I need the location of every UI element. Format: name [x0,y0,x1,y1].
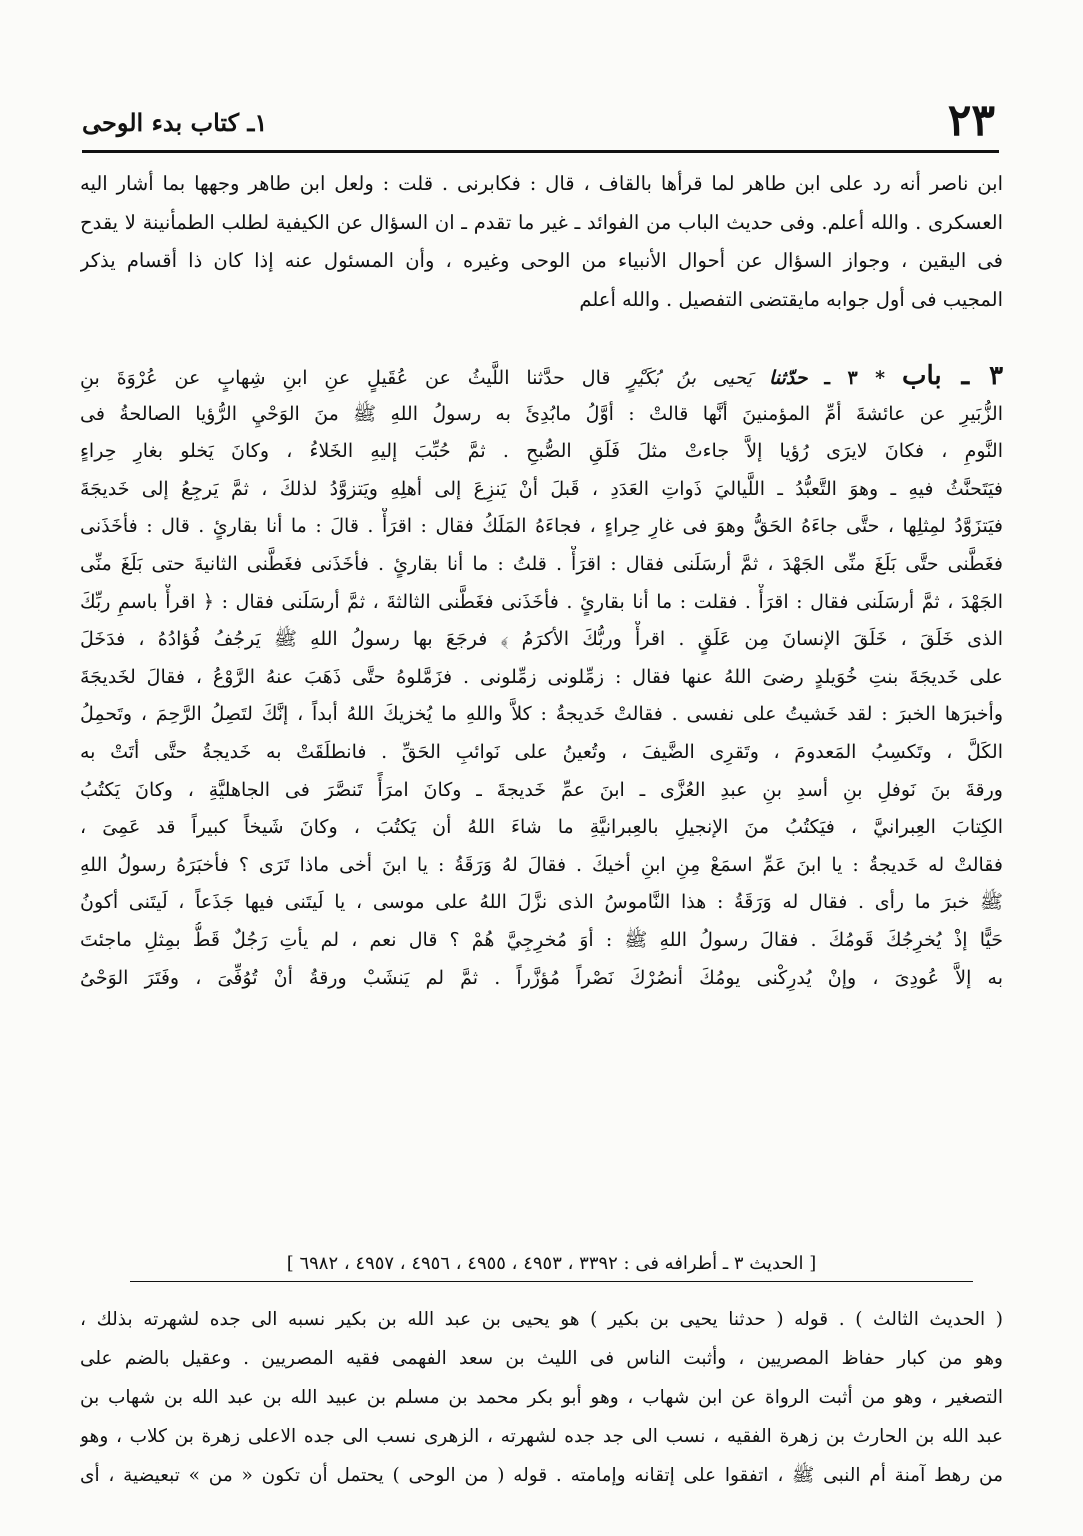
narrator-name: يَحيى بنُ بُكَيْرٍ [627,367,753,389]
hadith-first-line [80,358,1003,396]
text-line: ابن ناصر أنه رد على ابن طاهر لما قرأها بالقاف ، قال : فكابرنى . قلت : ولعل ابن طاهر وجهها بما أشار اليه [80,172,1003,195]
hadith-atraf-reference: [ الحديث ٣ ـ أطرافه فى : ٣٣٩٢ ، ٤٩٥٣ ، ٤٩٥٥ ، ٤٩٥٦ ، ٤٩٥٧ ، ٦٩٨٢ ] [130,1247,973,1282]
hadith-line: ﷺ خبرَ ما رأى . فقال له وَرَقَةُ : هذا النَّاموسُ الذى نزَّلَ اللهُ على موسى ، يا لَيتَنى فيها جَذَعاً ، لَيتَنى أكونُ [80,891,1003,914]
commentary-line: عبد الله بن الحارث بن زهرة الفقيه ، نسب الى جد جده لشهرته ، الزهرى نسب الى جده الاعلى زهرة بن كلاب ، وهو [80,1426,1003,1447]
hadith-line: الزُّبَيرِ عن عائشةَ أمِّ المؤمنينَ أنَّها قالتْ : أوَّلُ مابُدِئَ به رسولُ اللهِ ﷺ منَ الوَحْيِ الرُّؤيا الصالحةُ فى [80,402,1003,425]
hadith-line: به إلاَّ عُودِىَ ، وإنْ يُدرِكْنى يومُكَ أنصُرْكَ نَصْراً مُؤزَّراً . ثمَّ لم يَنشَبْ ورقةُ أنْ تُوُفِّىَ ، وفَتَرَ الوَحْىُ [80,966,1003,989]
hadith-line: الجَهْدَ ، ثمَّ أرسَلَنى فقال : اقرَأْ . فقلت : ما أنا بقارئٍ . فأخَذَنى فغَطَّنى الثالثةَ ، ثمَّ أرسَلَنى فقال : ﴿ اقرأْ باسمِ ربِّكَ [80,590,1003,613]
chapter-title: ١ـ كتاب بدء الوحى [82,108,268,137]
page-header [82,96,995,146]
commentary-line: ( الحديث الثالث ) . قوله ( حدثنا يحيى بن بكير ) هو يحيى بن عبد الله بن بكير نسبه الى جده لشهرته بذلك ، [80,1309,1003,1330]
commentary-line: التصغير ، وهو من أثبت الرواة عن ابن شهاب ، وهو أبو بكر محمد بن مسلم بن عبيد الله بن عبد الله بن شهاب بن [80,1387,1003,1408]
page-number: ٢٣ [947,95,995,146]
hadith-line: الكَلَّ ، وتَكسِبُ المَعدومَ ، وتَقرِى الضَّيفَ ، وتُعينُ على نَوائبِ الحَقِّ . فانطلَقَتْ به خَديجةُ حتَّى أتَتْ به [80,740,1003,763]
hadith-line: حَيًّا إذْ يُخرِجُكَ قَومُكَ . فقالَ رسولُ اللهِ ﷺ : أوَ مُخرِجِيَّ هُمْ ؟ قال نعم ، لم يأتِ رَجُلٌ قَطُّ بمِثلِ ماجئتَ [80,928,1003,951]
commentary-block [80,1300,1003,1495]
commentary-line: وهو من كبار حفاظ المصريين ، وأثبت الناس فى الليث بن سعد الفهمى فقيه المصريين . وعقيل بالضم على [80,1348,1003,1369]
commentary-line: من رهط آمنة أم النبى ﷺ ، اتفقوا على إتقانه وإمامته . قوله ( من الوحى ) يحتمل أن تكون « من » تبعيضية ، أى [80,1465,1003,1486]
bab-label: ٣ ـ باب [901,361,1003,391]
hadith-line: فيَتَحنَّثُ فيهِ ـ وهوَ التَّعبُّدُ ـ اللَّياليَ ذَواتِ العَدَدِ ، قَبلَ أنْ يَنزِعَ إلى أهلِهِ ويَتزوَّدُ لذلكَ ، ثمَّ يَرجِعُ إلى خَديجَةَ [80,477,1003,500]
text-line: العسكرى . والله أعلم. وفى حديث الباب من الفوائد ـ غير ما تقدم ـ ان السؤال عن الكيفية لطلب الطمأنينة لا يقدح [80,210,1003,234]
haddathana-word: حدّثنا [768,367,808,389]
hadith-line: الكِتابَ العِبرانيَّ ، فيَكتُبُ منَ الإنجيلِ بالعِبرانيَّةِ ما شاءَ اللهُ أن يَكتُبَ ، وكانَ شَيخاً كبيراً قد عَمِىَ ، [80,816,1003,839]
hadith-line: ورقةَ بنَ نَوفلِ بنِ أسدِ بنِ عبدِ العُزَّى ـ ابنَ عمِّ خَديجةَ ـ وكانَ امرَأً تَنصَّرَ فى الجاهليَّةِ ، وكانَ يَكتُبُ [80,778,1003,801]
hadith-number: * ٣ ـ [824,367,886,389]
hadith-line: الذى خَلَقَ ، خَلَقَ الإنسانَ مِن عَلَقٍ . اقرأْ وربُّكَ الأكرَمُ ﴾ فرجَعَ بها رسولُ اللهِ ﷺ يَرجُفُ فُؤادُهُ ، فدَخَلَ [80,628,1003,651]
hadith-line: فيَتزَوَّدُ لمِثلِها ، حتَّى جاءَهُ الحَقُّ وهوَ فى غارِ حِراءٍ ، فجاءَهُ المَلَكُ فقال : اقرَأْ . قالَ : ما أنا بقارئٍ . قال : فأخَذَنى [80,515,1003,538]
hadith-line: على خَديجَةَ بنتِ خُوَيلدٍ رضىَ اللهُ عنها فقال : زمِّلونى زمِّلونى . فزَمَّلوهُ حتَّى ذَهَبَ عنهُ الرَّوْعُ ، فقالَ لخَديجَةَ [80,665,1003,688]
isnad-text: قال حدَّثنا اللَّيثُ عن عُقَيلٍ عنِ ابنِ شِهابٍ عن عُرْوَةَ بنِ [80,367,611,389]
text-line: فى اليقين ، وجواز السؤال عن أحوال الأنبياء من الوحى وغيره ، وأن المسئول عنه إذا كان ذا أقسام يذكر [80,249,1003,272]
hadith-line: النَّومِ ، فكانَ لايرَى رُؤيا إلاَّ جاءتْ مثلَ فَلَقِ الصُّبحِ . ثمَّ حُبِّبَ إليهِ الخَلاءُ ، وكانَ يَخلو بغارِ حِراءٍ [80,440,1003,463]
hadith-line: فغَطَّنى حتَّى بَلَغَ منِّى الجَهْدَ ، ثمَّ أرسَلَنى فقال : اقرَأْ . قلتُ : ما أنا بقارئٍ . فأخَذَنى فغَطَّنى الثانيةَ حتى بَلَغَ منِّى [80,552,1003,575]
hadith-text-block [80,358,1003,997]
hadith-line: وأخبرَها الخبرَ : لقد خَشيتُ على نفسى . فقالتْ خَديجةُ : كلاَّ واللهِ ما يُخزيكَ اللهُ أبداً ، إنَّكَ لتَصِلُ الرَّحِمَ ، وتَحمِلُ [80,703,1003,726]
intro-commentary-continuation [80,165,1003,319]
text-line: المجيب فى أول جوابه مايقتضى التفصيل . والله أعلم [579,287,1003,311]
header-rule [82,150,999,153]
hadith-line: فقالتْ له خَديجةُ : يا ابنَ عَمِّ اسمَعْ مِنِ ابنِ أخيكَ . فقالَ لهُ وَرَقَةُ : يا ابنَ أخى ماذا تَرَى ؟ فأخبَرَهُ رسولُ اللهِ [80,853,1003,876]
